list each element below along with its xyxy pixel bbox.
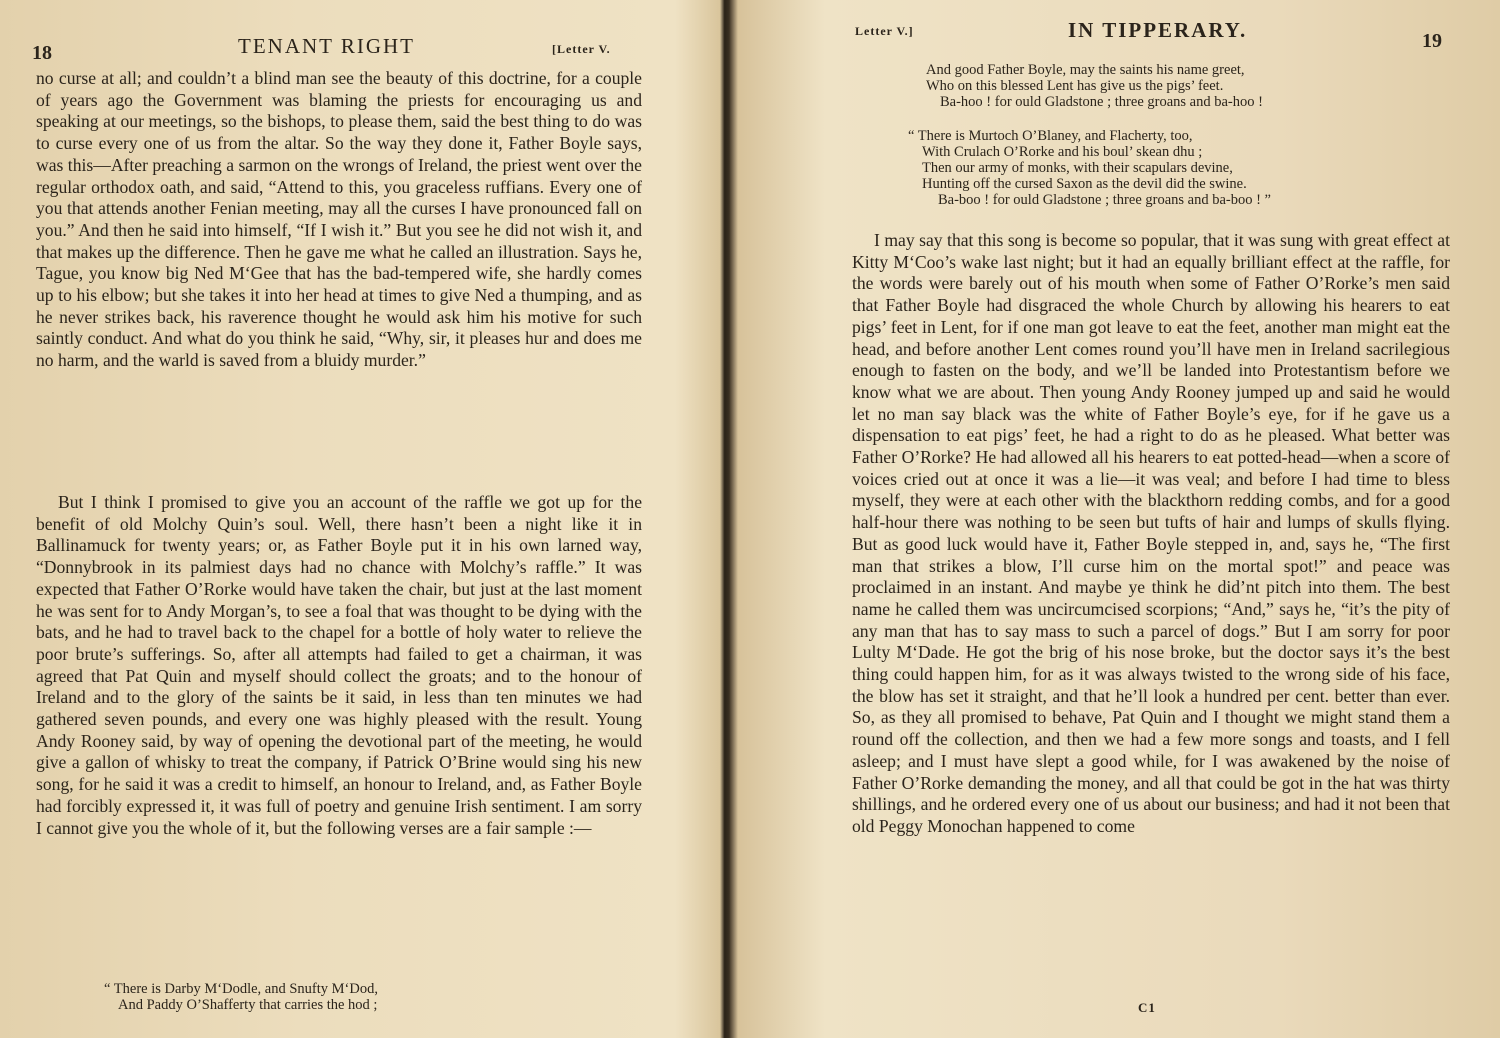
right-letter-label: Letter V.] [855,24,914,38]
right-verse-line: Ba-hoo ! for ould Gladstone ; three groans and ba-hoo ! [940,94,1263,110]
left-page [0,0,720,1038]
right-page [730,0,1500,1038]
left-verse-line: “ There is Darby M‘Dodle, and Snufty M‘Dod, [104,981,378,997]
left-letter-label: [Letter V. [552,42,611,56]
right-verse-line: Hunting off the cursed Saxon as the devil did the swine. [922,176,1247,192]
right-verse-line: Who on this blessed Lent has give us the pigs’ feet. [926,78,1224,94]
right-verse-line: “ There is Murtoch O’Blaney, and Flacherty, too, [908,128,1193,144]
left-paragraph-2: But I think I promised to give you an account of the raffle we got up for the benefit of old Molchy Quin’s soul. Well, there hasn’t been a night like it in Ballinamuck for twenty years; or, as Father Boyle put it in his own larned way, “Donnybrook in its palmiest days had no chance with Molchy’s raffle.” It was expected that Father O’Rorke would have taken the chair, but just at the last moment he was sent for to Andy Morgan’s, to see a foal that was thought to be dying with the bats, and he had to travel back to the chapel for a bottle of holy water to relieve the poor brute’s sufferings. So, after all attempts had failed to get a chairman, it was agreed that Pat Quin and myself should collect the groats; and to the honour of Ireland and to the glory of the saints be it said, in less than ten minutes we had gathered seven pounds, and every one was highly pleased with the result. Young Andy Rooney said, by way of opening the devotional part of the meeting, he would give a gallon of whisky to treat the company, if Patrick O’Brine would sing his new song, for he said it was a credit to himself, an honour to Ireland, and, as Father Boyle had forcibly expressed it, it was full of poetry and genuine Irish sentiment. I am sorry I cannot give you the whole of it, but the following verses are a fair sample :— [36,492,642,838]
left-verse-line: And Paddy O’Shafferty that carries the hod ; [118,997,378,1013]
right-verse-1 [926,62,1263,110]
left-page-number: 18 [32,42,52,64]
right-verse-line: With Crulach O’Rorke and his boul’ skean dhu ; [922,144,1203,160]
left-running-title: TENANT RIGHT [238,34,416,58]
right-verse-line: And good Father Boyle, may the saints his name greet, [926,62,1245,78]
left-verse [104,981,378,1013]
right-page-number: 19 [1422,30,1442,52]
right-page-header [730,18,1500,64]
left-paragraph-1: no curse at all; and couldn’t a blind man see the beauty of this doctrine, for a couple of years ago the Government was blaming the priests for encouraging us and speaking at our meetings, so the bishops, to please them, said the best thing to do was to curse every one of us from the altar. So the way they done it, Father Boyle says, was this—After preaching a sarmon on the wrongs of Ireland, the priest went over the regular orthodox oath, and said, “Attend to this, you graceless ruffians. Every one of you that attends another Fenian meeting, may all the curses I have pronounced fall on you.” And then he said into himself, “If I wish it.” But you see he did not wish it, and that makes up the difference. Then he gave me what he called an illustration. Says he, Tague, you know big Ned M‘Gee that has the bad-tempered wife, she hardly comes up to his elbow; but she takes it into her head at times to give Ned a thumping, and as he never strikes back, his raverence thought he would ask him his motive for such saintly conduct. And what do you think he said, “Why, sir, it pleases hur and does me no harm, and the warld is saved from a bluidy murder.” [36,68,642,371]
right-verse-line: Ba-boo ! for ould Gladstone ; three groans and ba-boo ! ” [938,192,1271,208]
right-verse-line: Then our army of monks, with their scapulars devine, [922,160,1233,176]
left-page-header [0,34,720,64]
right-running-title: IN TIPPERARY. [1068,18,1248,42]
right-paragraph: I may say that this song is become so popular, that it was sung with great effect at Kitty M‘Coo’s wake last night; but it had an equally brilliant effect at the raffle, for the words were barely out of his mouth when some of Father O’Rorke’s men said that Father Boyle had disgraced the whole Church by allowing his hearers to eat pigs’ feet in Lent, for if one man got leave to eat the feet, another man might eat the head, and before another Lent comes round you’ll have men in Ireland sacrilegious enough to fasten on the body, and we’ll be landed into Protestantism before we know what we are about. Then young Andy Rooney jumped up and said he would let no man say black was the white of Father Boyle’s eye, for if he gave us a dispensation to eat pigs’ feet, he had a right to do as he pleased. What better was Father O’Rorke? He had allowed all his hearers to eat potted-head—when a score of voices cried out at once it was a lie—it was veal; and before I had time to bless myself, they were at each other with the blackthorn redding combs, and for a good half-hour there was nothing to be seen but tufts of hair and lumps of skulls flying. But as good luck would have it, Father Boyle stepped in, and, says he, “The first man that strikes a blow, I’ll curse him on the mortal spot!” and peace was proclaimed in an instant. And maybe ye think he did’nt pitch into them. The best name he called them was uncircumcised scorpions; “And,” says he, “it’s the pity of any man that has to say mass to such a parcel of dogs.” But I am sorry for poor Lulty M‘Dade. He got the brig of his nose broke, but the doctor says it’s the best thing could happen him, for as it was always twisted to the wrong side of his face, the blow has set it straight, and that he’ll look a hundred per cent. better than ever. So, as they all promised to behave, Pat Quin and I thought we might stand them a round off the collection, and then we had a few more songs and toasts, and I fell asleep; and I must have slept a good while, for I was awakened by the noise of Father O’Rorke demanding the money, and all that could be got in the hat was thirty shillings, and he ordered every one of us about our business; and had it not been that old Peggy Monochan happened to come [852,230,1450,836]
signature-mark: C1 [1138,1000,1156,1015]
right-verse-2 [908,128,1271,208]
